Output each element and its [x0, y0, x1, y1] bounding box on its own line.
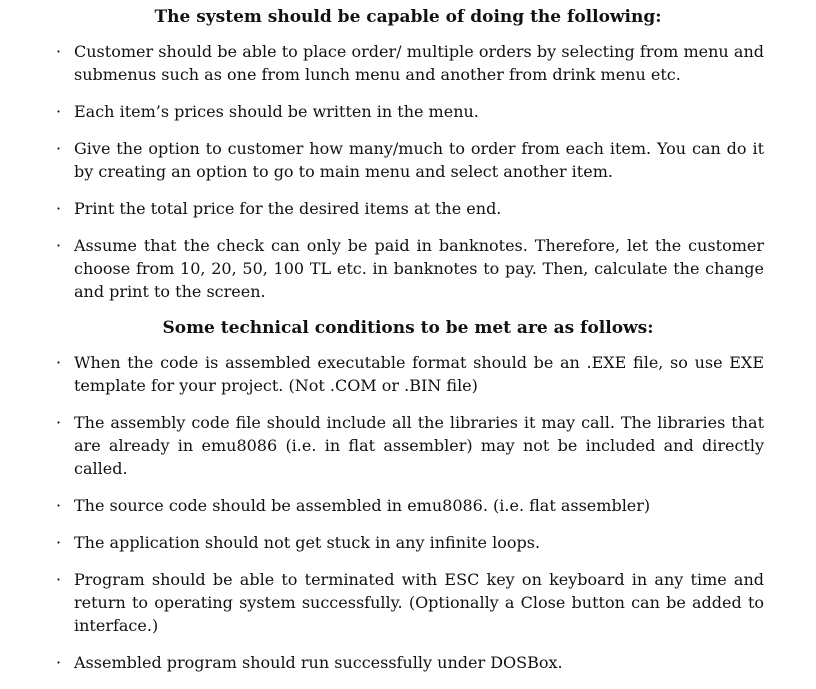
list-item: [56, 651, 764, 674]
list-item: [56, 197, 764, 220]
list-item-text: When the code is assembled executable format should be an .EXE file, so use EXE template for your project. (Not .COM or .BIN file): [74, 353, 764, 395]
bullet-icon: ·: [56, 199, 62, 218]
list-item-text: Each item’s prices should be written in the menu.: [74, 102, 479, 121]
bullet-icon: ·: [56, 533, 62, 552]
list-item-text: Print the total price for the desired items at the end.: [74, 199, 502, 218]
list-item: [56, 568, 764, 637]
list-item-text: Give the option to customer how many/much to order from each item. You can do it by creating an option to go to main menu and select another item.: [74, 139, 764, 181]
bullet-icon: ·: [56, 236, 62, 255]
section-heading-technical-conditions: Some technical conditions to be met are as follows:: [162, 318, 654, 338]
list-item-text: The application should not get stuck in any infinite loops.: [74, 533, 541, 552]
list-item-text: The source code should be assembled in emu8086. (i.e. flat assembler): [74, 496, 651, 515]
list-item-text: The assembly code file should include all the libraries it may call. The libraries that are already in emu8086 (i.e. in flat assembler) may not be included and directly called.: [74, 413, 764, 478]
list-item: [56, 351, 764, 397]
list-item: [56, 531, 764, 554]
list-item-text: Customer should be able to place order/ multiple orders by selecting from menu and submenus such as one from lunch menu and another from drink menu etc.: [74, 42, 764, 84]
bullet-icon: ·: [56, 496, 62, 515]
list-item: [56, 494, 764, 517]
list-item-text: Program should be able to terminated with ESC key on keyboard in any time and return to operating system successfully. (Optionally a Close button can be added to interface.): [74, 570, 764, 635]
list-item: [56, 100, 764, 123]
list-item: [56, 137, 764, 183]
list-item: [56, 234, 764, 303]
bullet-icon: ·: [56, 653, 62, 672]
bullet-icon: ·: [56, 42, 62, 61]
capabilities-list: [0, 40, 816, 303]
section-heading-capabilities: The system should be capable of doing the following:: [154, 7, 662, 27]
bullet-icon: ·: [56, 139, 62, 158]
bullet-icon: ·: [56, 570, 62, 589]
list-item: [56, 40, 764, 86]
list-item-text: Assume that the check can only be paid in banknotes. Therefore, let the customer choose from 10, 20, 50, 100 TL etc. in banknotes to pay. Then, calculate the change and print to the screen.: [74, 236, 764, 301]
bullet-icon: ·: [56, 353, 62, 372]
bullet-icon: ·: [56, 413, 62, 432]
list-item-text: Assembled program should run successfully under DOSBox.: [74, 653, 563, 672]
bullet-icon: ·: [56, 102, 62, 121]
technical-conditions-list: [0, 351, 816, 674]
list-item: [56, 411, 764, 480]
